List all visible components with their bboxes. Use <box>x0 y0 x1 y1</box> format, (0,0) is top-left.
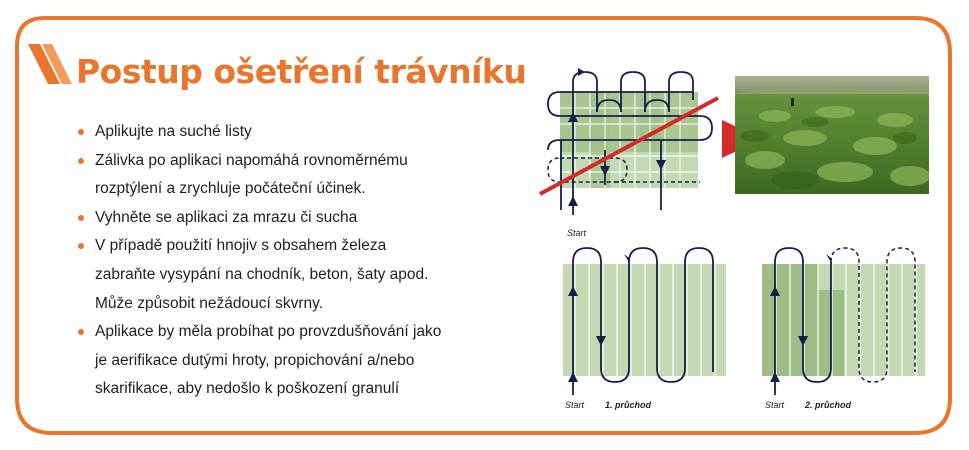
pass-2-label: 2. průchod <box>805 400 852 410</box>
start-label: Start <box>765 400 785 410</box>
start-label: Start <box>567 228 587 238</box>
page-title: Postup ošetření trávníku <box>76 52 527 91</box>
list-item: Aplikujte na suché listy <box>78 118 518 147</box>
list-item: Vyhněte se aplikaci za mrazu či sucha <box>78 204 518 233</box>
pass-1-label: 1. průchod <box>605 400 652 410</box>
list-item: Zálivka po aplikaci napomáhá rovnoměrnému rozptýlení a zrychluje počáteční účinek. <box>78 147 518 204</box>
list-item: Aplikace by měla probíhat po provzdušňování jako je aerifikace dutými hroty, propichování a/nebo skarifikace, aby nedošlo k poškození granulí <box>78 318 518 404</box>
list-item: V případě použití hnojiv s obsahem železa zabraňte vysypání na chodník, beton, šaty apod. Může způsobit nežádoucí skvrny. <box>78 232 518 318</box>
start-label: Start <box>565 400 585 410</box>
